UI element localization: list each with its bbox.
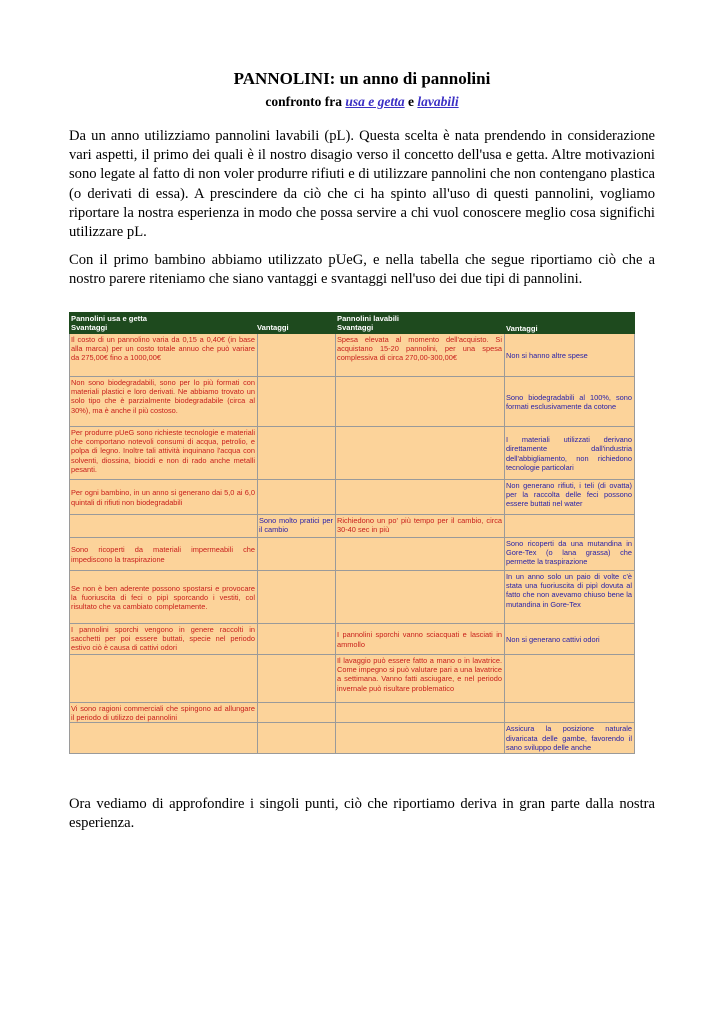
cell-ueg-svantaggi: I pannolini sporchi vengono in genere raccolti in sacchetti per poi essere buttati, specie nel periodo estivo ciò è causa di cattivi odori: [70, 624, 258, 655]
cell-lav-vantaggi: [505, 515, 635, 538]
cell-lav-svantaggi: [336, 571, 505, 624]
cell-lav-vantaggi: Sono ricoperti da una mutandina in Gore-Tex (o lana grassa) che permette la traspirazione: [505, 538, 635, 571]
cell-lav-svantaggi: [336, 703, 505, 723]
header-svantaggi-lav: Svantaggi: [337, 323, 374, 332]
cell-lav-vantaggi: Non si hanno altre spese: [505, 334, 635, 377]
cell-ueg-svantaggi: [70, 723, 258, 754]
cell-lav-vantaggi: Assicura la posizione naturale divaricata delle gambe, favorendo il sano sviluppo delle anche: [505, 723, 635, 754]
table-row: [70, 624, 635, 655]
cell-ueg-vantaggi: [258, 723, 336, 754]
table-row: [70, 334, 635, 377]
cell-ueg-svantaggi: Per ogni bambino, in un anno si generano dai 5,0 ai 6,0 quintali di rifiuti non biodegradabili: [70, 480, 258, 515]
cell-ueg-vantaggi: [258, 538, 336, 571]
cell-lav-svantaggi: Richiedono un po' più tempo per il cambio, circa 30-40 sec in più: [336, 515, 505, 538]
table-row: [70, 538, 635, 571]
cell-ueg-svantaggi: [70, 515, 258, 538]
table-row: [70, 655, 635, 703]
cell-lav-vantaggi: Non generano rifiuti, i teli (di ovatta) per la raccolta delle feci possono essere buttati nel water: [505, 480, 635, 515]
header-usa-e-getta: [70, 313, 336, 334]
table-row: [70, 515, 635, 538]
header-vantaggi-ueg: Vantaggi: [257, 323, 289, 332]
table-row: [70, 427, 635, 480]
header-lavabili: [336, 313, 505, 334]
cell-ueg-vantaggi: [258, 480, 336, 515]
cell-ueg-vantaggi: [258, 427, 336, 480]
closing-paragraph: Ora vediamo di approfondire i singoli punti, ciò che riportiamo deriva in gran parte dalla nostra esperienza.: [69, 796, 655, 832]
cell-ueg-svantaggi: Se non è ben aderente possono spostarsi e provocare la fuoriuscita di feci o pipì sporcando i vestiti, col risultato che va cambiato completamente.: [70, 571, 258, 624]
header-vantaggi-lav-cell: [505, 313, 635, 334]
cell-lav-svantaggi: [336, 480, 505, 515]
cell-lav-vantaggi: [505, 655, 635, 703]
intro-paragraph: Da un anno utilizziamo pannolini lavabili (pL). Questa scelta è nata prendendo in considerazione vari aspetti, il primo dei quali è il nostro disagio verso il concetto dell'usa e getta. Altre motivazioni sono legate al fatto di non voler produrre rifiuti e di utilizzare pannolini che non contengano plastica (o derivati di essa). A prescindere da ciò che ci ha spinto all'uso di questi pannolini, vogliamo riportare la nostra esperienza in modo che possa servire a chi vuol conoscere meglio cosa significhi utilizzare pL.: [69, 128, 655, 241]
cell-ueg-svantaggi: Per produrre pUeG sono richieste tecnologie e materiali che comportano notevoli consumi di acqua, petrolio, e polpa di legno. Inoltre tali attività inquinano l'acqua con solventi, diossina, biocidi e non di rado anche metalli pesanti.: [70, 427, 258, 480]
experience-paragraph: Con il primo bambino abbiamo utilizzato pUeG, e nella tabella che segue riportiamo ciò che a nostro parere riteniamo che siano vantaggi e svantaggi nell'uso dei due tipi di pannolini.: [69, 252, 655, 288]
header-group-lav: Pannolini lavabili: [337, 314, 400, 323]
cell-ueg-svantaggi: Il costo di un pannolino varia da 0,15 a 0,40€ (in base alla marca) per un costo totale annuo che può variare da 275,00€ fino a 1000,00€: [70, 334, 258, 377]
cell-lav-svantaggi: [336, 723, 505, 754]
header-group-ueg: Pannolini usa e getta: [71, 314, 147, 323]
cell-lav-vantaggi: [505, 703, 635, 723]
cell-ueg-svantaggi: [70, 655, 258, 703]
table-row: [70, 571, 635, 624]
page-subtitle: [0, 93, 724, 110]
cell-ueg-svantaggi: Non sono biodegradabili, sono per lo più formati con materiali plastici e loro derivati. Ne abbiamo trovato un solo tipo che è parzialmente biodegradabile (circa al 30%), ma è anche il più costoso.: [70, 377, 258, 427]
subtitle-middle: e: [404, 94, 418, 109]
header-svantaggi-ueg: Svantaggi: [71, 323, 108, 332]
table-row: [70, 377, 635, 427]
cell-ueg-svantaggi: Sono ricoperti da materiali impermeabili che impediscono la traspirazione: [70, 538, 258, 571]
cell-lav-vantaggi: In un anno solo un paio di volte c'è stata una fuoriuscita di pipì dovuta al fatto che non avevamo chiuso bene la mutandina in Gore-Tex: [505, 571, 635, 624]
cell-lav-svantaggi: I pannolini sporchi vanno sciacquati e lasciati in ammollo: [336, 624, 505, 655]
comparison-table: [69, 312, 635, 754]
subtitle-prefix: confronto fra: [265, 94, 346, 109]
cell-ueg-vantaggi: [258, 334, 336, 377]
lavabili-link[interactable]: lavabili: [417, 94, 459, 109]
table-row: [70, 480, 635, 515]
cell-ueg-vantaggi: [258, 624, 336, 655]
table-header-row: [70, 313, 635, 334]
cell-lav-svantaggi: [336, 377, 505, 427]
cell-ueg-vantaggi: Sono molto pratici per il cambio: [258, 515, 336, 538]
cell-ueg-vantaggi: [258, 377, 336, 427]
table-row: [70, 723, 635, 754]
cell-lav-vantaggi: I materiali utilizzati derivano direttamente dall'industria dell'abbigliamento, non richiedono tecnologie particolari: [505, 427, 635, 480]
cell-lav-svantaggi: [336, 427, 505, 480]
cell-ueg-svantaggi: Vi sono ragioni commerciali che spingono ad allungare il periodo di utilizzo dei pannolini: [70, 703, 258, 723]
cell-lav-svantaggi: Spesa elevata al momento dell'acquisto. Si acquistano 15-20 pannolini, per una spesa complessiva di circa 270,00-300,00€: [336, 334, 505, 377]
header-vantaggi-lav: Vantaggi: [506, 324, 538, 333]
cell-lav-vantaggi: Non si generano cattivi odori: [505, 624, 635, 655]
cell-lav-svantaggi: Il lavaggio può essere fatto a mano o in lavatrice. Come impegno si può valutare pari a una lavatrice a settimana. Vanno fatti asciugare, e nel periodo invernale può risultare problematico: [336, 655, 505, 703]
usa-e-getta-link[interactable]: usa e getta: [345, 94, 405, 109]
cell-lav-svantaggi: [336, 538, 505, 571]
cell-lav-vantaggi: Sono biodegradabili al 100%, sono formati esclusivamente da cotone: [505, 377, 635, 427]
cell-ueg-vantaggi: [258, 703, 336, 723]
cell-ueg-vantaggi: [258, 655, 336, 703]
page-title: PANNOLINI: un anno di pannolini: [233, 69, 491, 88]
table-row: [70, 703, 635, 723]
cell-ueg-vantaggi: [258, 571, 336, 624]
